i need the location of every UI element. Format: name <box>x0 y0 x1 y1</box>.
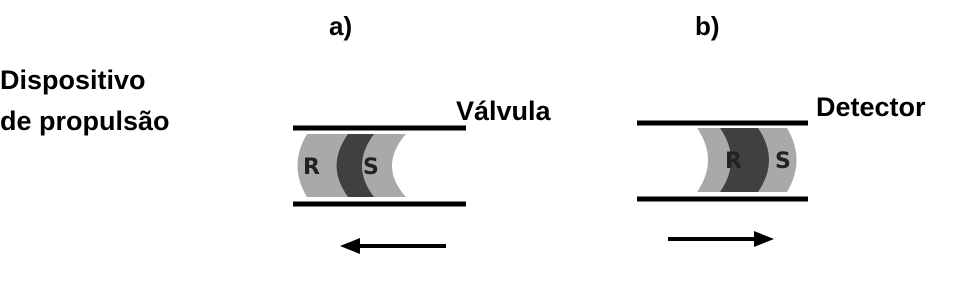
propulsion-device-label-line1: Dispositivo <box>0 65 146 95</box>
plug-letter-s-b: S <box>775 149 791 174</box>
panel-b-label: b) <box>695 11 720 41</box>
plug-letter-s-a: S <box>363 155 379 180</box>
propulsion-device-label-line2: de propulsão <box>0 106 170 136</box>
valve-label: Válvula <box>456 96 551 126</box>
plug-letter-r-a: R <box>303 155 320 180</box>
plug-letter-r-b: R <box>725 149 742 174</box>
panel-b <box>637 123 808 247</box>
arrow-right-icon <box>668 231 774 247</box>
arrow-left-icon <box>340 238 446 254</box>
panel-a-label: a) <box>329 11 353 41</box>
panel-a <box>293 128 466 254</box>
detector-label: Detector <box>816 92 926 122</box>
